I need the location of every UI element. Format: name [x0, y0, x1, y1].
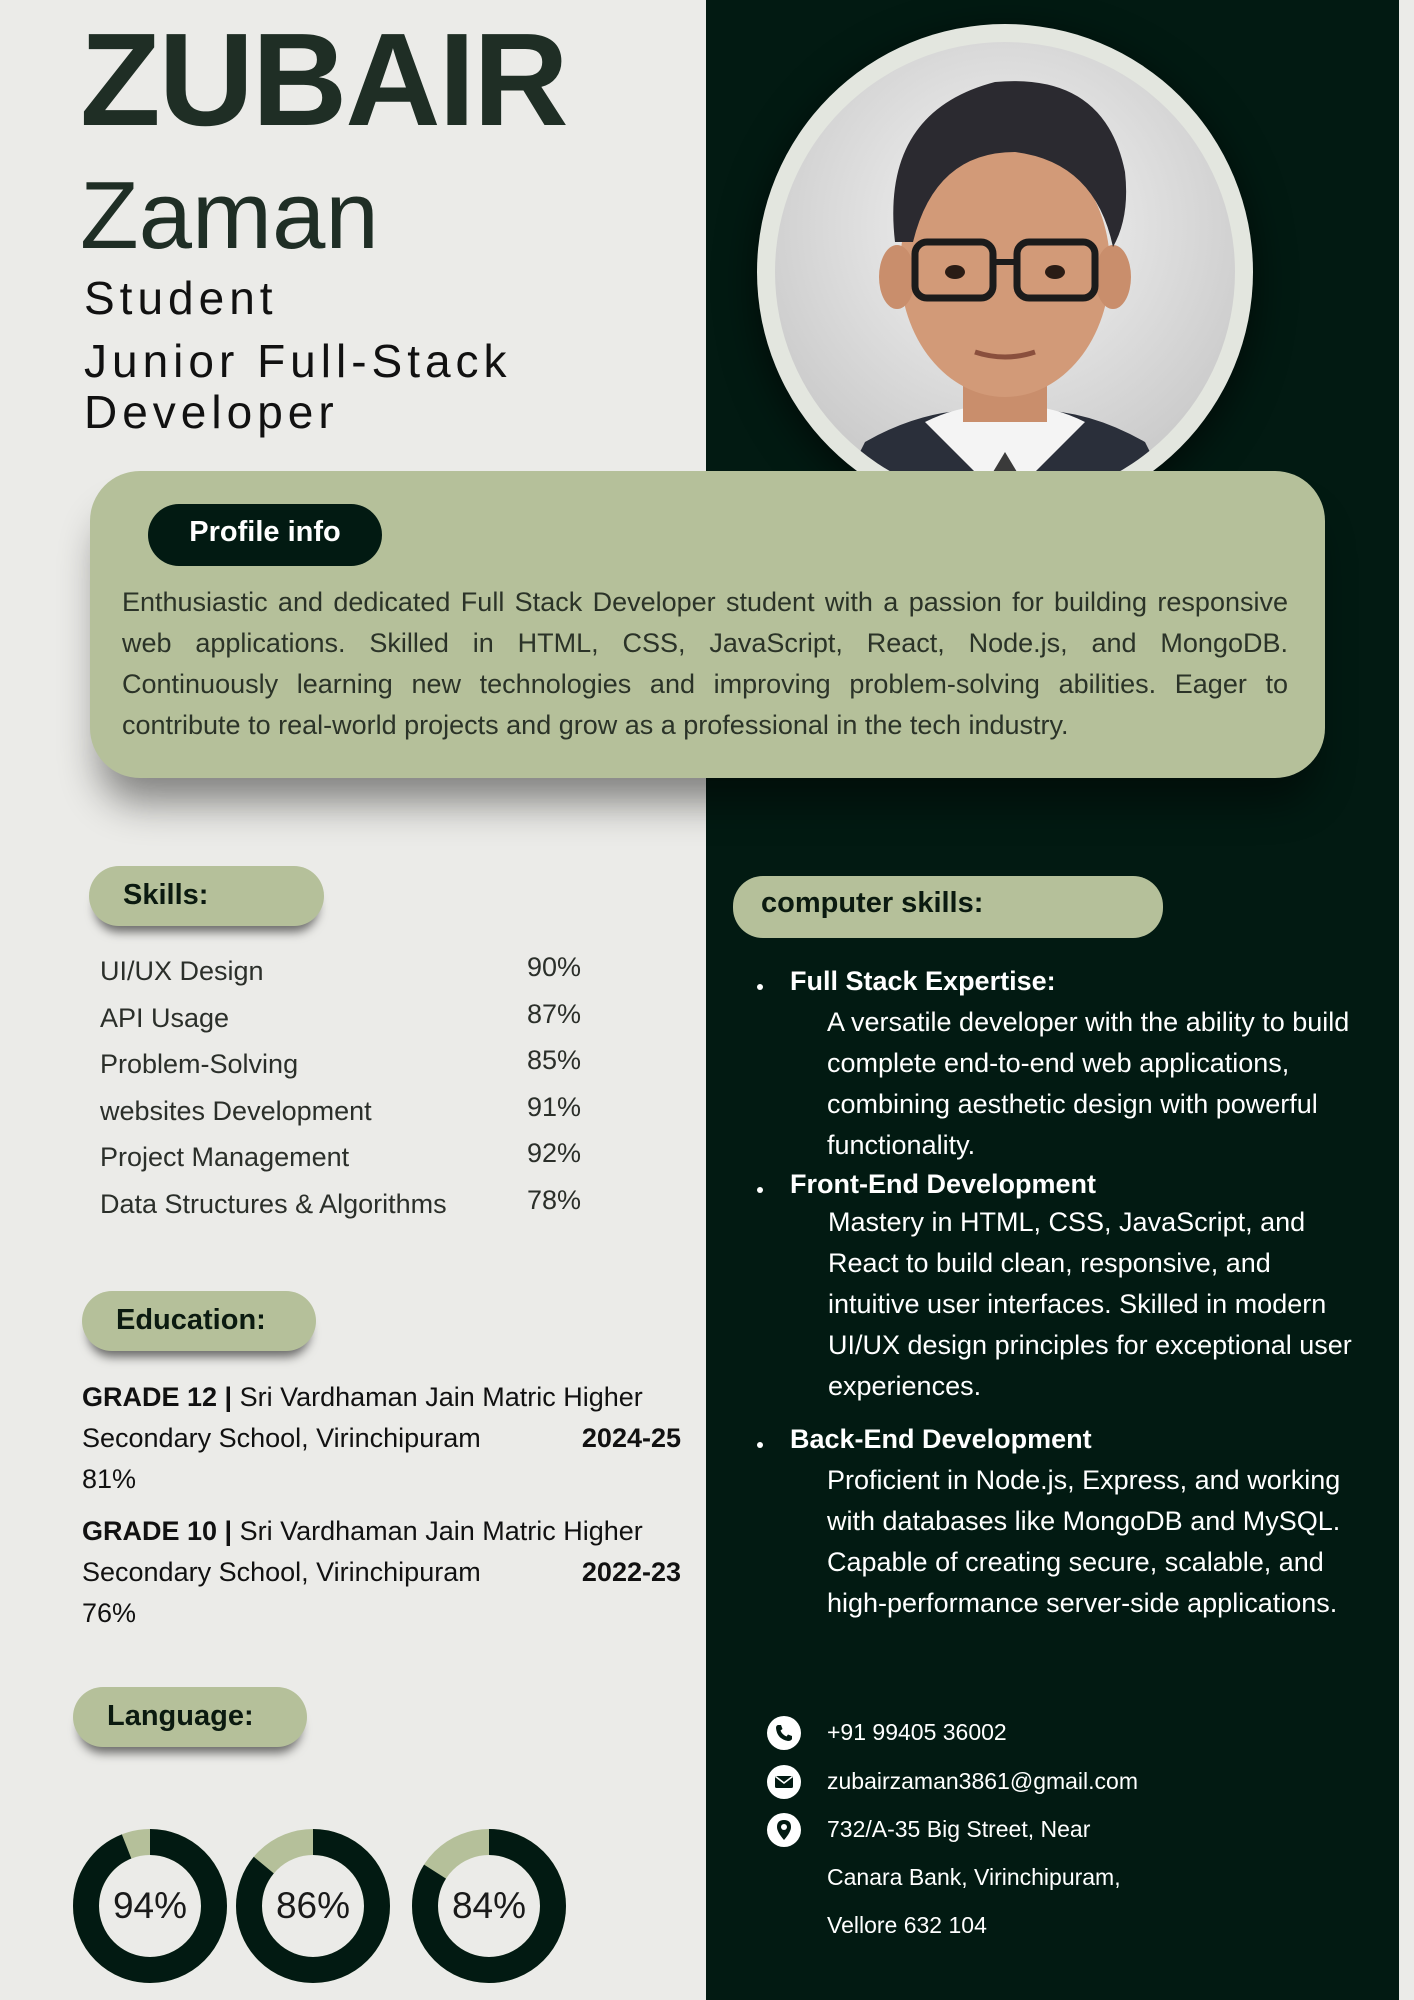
- education-school-line1: Sri Vardhaman Jain Matric Higher: [232, 1516, 643, 1546]
- address-line: Canara Bank, Virinchipuram,: [827, 1864, 1121, 1890]
- skills-heading: Skills:: [89, 866, 324, 926]
- profile-info-heading: Profile info: [148, 504, 382, 566]
- phone-icon: [767, 1716, 801, 1750]
- profile-photo: [775, 42, 1235, 502]
- computer-skill-heading: Front-End Development: [790, 1169, 1097, 1199]
- skill-row: [100, 1138, 620, 1182]
- skill-name: UI/UX Design: [100, 956, 264, 986]
- computer-skill-heading: Back-End Development: [790, 1424, 1092, 1454]
- education-school-line2: Secondary School, Virinchipuram: [82, 1557, 481, 1587]
- language-ring-label: 86%: [275, 1885, 351, 1926]
- role-student: Student: [84, 272, 278, 324]
- education-entry-grade12: [82, 1377, 682, 1500]
- skill-percent: 92%: [527, 1138, 582, 1168]
- bullet-icon: [757, 1442, 763, 1448]
- computer-skill-heading: Full Stack Expertise:: [790, 966, 1056, 996]
- skill-percent: 90%: [527, 952, 582, 982]
- profile-photo-frame: [757, 24, 1253, 520]
- language-ring: [411, 1828, 567, 1984]
- education-grade: GRADE 10 |: [82, 1516, 233, 1546]
- first-name: ZUBAIR: [80, 6, 567, 153]
- profile-card: [90, 471, 1325, 778]
- skill-row: [100, 952, 620, 996]
- computer-skill-description: A versatile developer with the ability to build complete end-to-end web applications, combining aesthetic design with powerful functionality.: [827, 1007, 1350, 1160]
- language-ring: [235, 1828, 391, 1984]
- skill-percent: 78%: [527, 1185, 582, 1215]
- language-ring: [72, 1828, 228, 1984]
- language-ring-label: 94%: [112, 1885, 188, 1926]
- skill-percent: 91%: [527, 1092, 582, 1122]
- education-entry-grade10: [82, 1511, 682, 1634]
- bullet-icon: [757, 1187, 763, 1193]
- computer-skills-heading: computer skills:: [733, 876, 1163, 938]
- email-icon: [767, 1765, 801, 1799]
- skill-percent: 85%: [527, 1045, 582, 1075]
- education-year: 2024-25: [581, 1423, 681, 1453]
- skill-name: Project Management: [100, 1142, 350, 1172]
- last-name: Zaman: [80, 162, 379, 269]
- email-address[interactable]: zubairzaman3861@gmail.com: [827, 1768, 1138, 1794]
- computer-skill-description: Mastery in HTML, CSS, JavaScript, and React to build clean, responsive, and intuitive user interfaces. Skilled in modern UI/UX design principles for exceptional user experiences.: [828, 1207, 1352, 1401]
- education-score: 76%: [82, 1598, 137, 1628]
- location-pin-icon: [767, 1813, 801, 1847]
- language-ring-label: 84%: [451, 1885, 527, 1926]
- profile-summary: Enthusiastic and dedicated Full Stack Developer student with a passion for building responsive web applications. Skilled in HTML, CSS, JavaScript, React, Node.js, and MongoDB. Continuously learning new technologies and improving problem-solving abilities. Eager to contribute to real-world projects and grow as a professional in the tech industry.: [122, 587, 1288, 740]
- role-title-line1: Junior Full-Stack: [84, 335, 512, 387]
- skill-name: API Usage: [100, 1003, 230, 1033]
- address-line: 732/A-35 Big Street, Near: [827, 1816, 1091, 1842]
- education-school-line1: Sri Vardhaman Jain Matric Higher: [232, 1382, 643, 1412]
- skill-name: Problem-Solving: [100, 1049, 299, 1079]
- education-heading: Education:: [82, 1291, 316, 1351]
- language-heading: Language:: [73, 1687, 307, 1747]
- education-year: 2022-23: [581, 1557, 681, 1587]
- bullet-icon: [757, 984, 763, 990]
- skill-name: Data Structures & Algorithms: [100, 1189, 447, 1219]
- education-school-line2: Secondary School, Virinchipuram: [82, 1423, 481, 1453]
- education-grade: GRADE 12 |: [82, 1382, 233, 1412]
- address-line: Vellore 632 104: [827, 1912, 987, 1938]
- skill-percent: 87%: [527, 999, 582, 1029]
- skill-row: [100, 999, 620, 1043]
- right-margin: [1399, 0, 1414, 2000]
- role-title-line2: Developer: [84, 386, 339, 438]
- phone-number[interactable]: +91 99405 36002: [827, 1719, 1007, 1745]
- education-score: 81%: [82, 1464, 137, 1494]
- skill-row: [100, 1092, 620, 1136]
- computer-skill-description: Proficient in Node.js, Express, and working with databases like MongoDB and MySQL. Capable of creating secure, scalable, and high-performance server-side applications.: [827, 1465, 1341, 1618]
- skill-name: websites Development: [100, 1096, 372, 1126]
- skill-row: [100, 1045, 620, 1089]
- skill-row: [100, 1185, 620, 1229]
